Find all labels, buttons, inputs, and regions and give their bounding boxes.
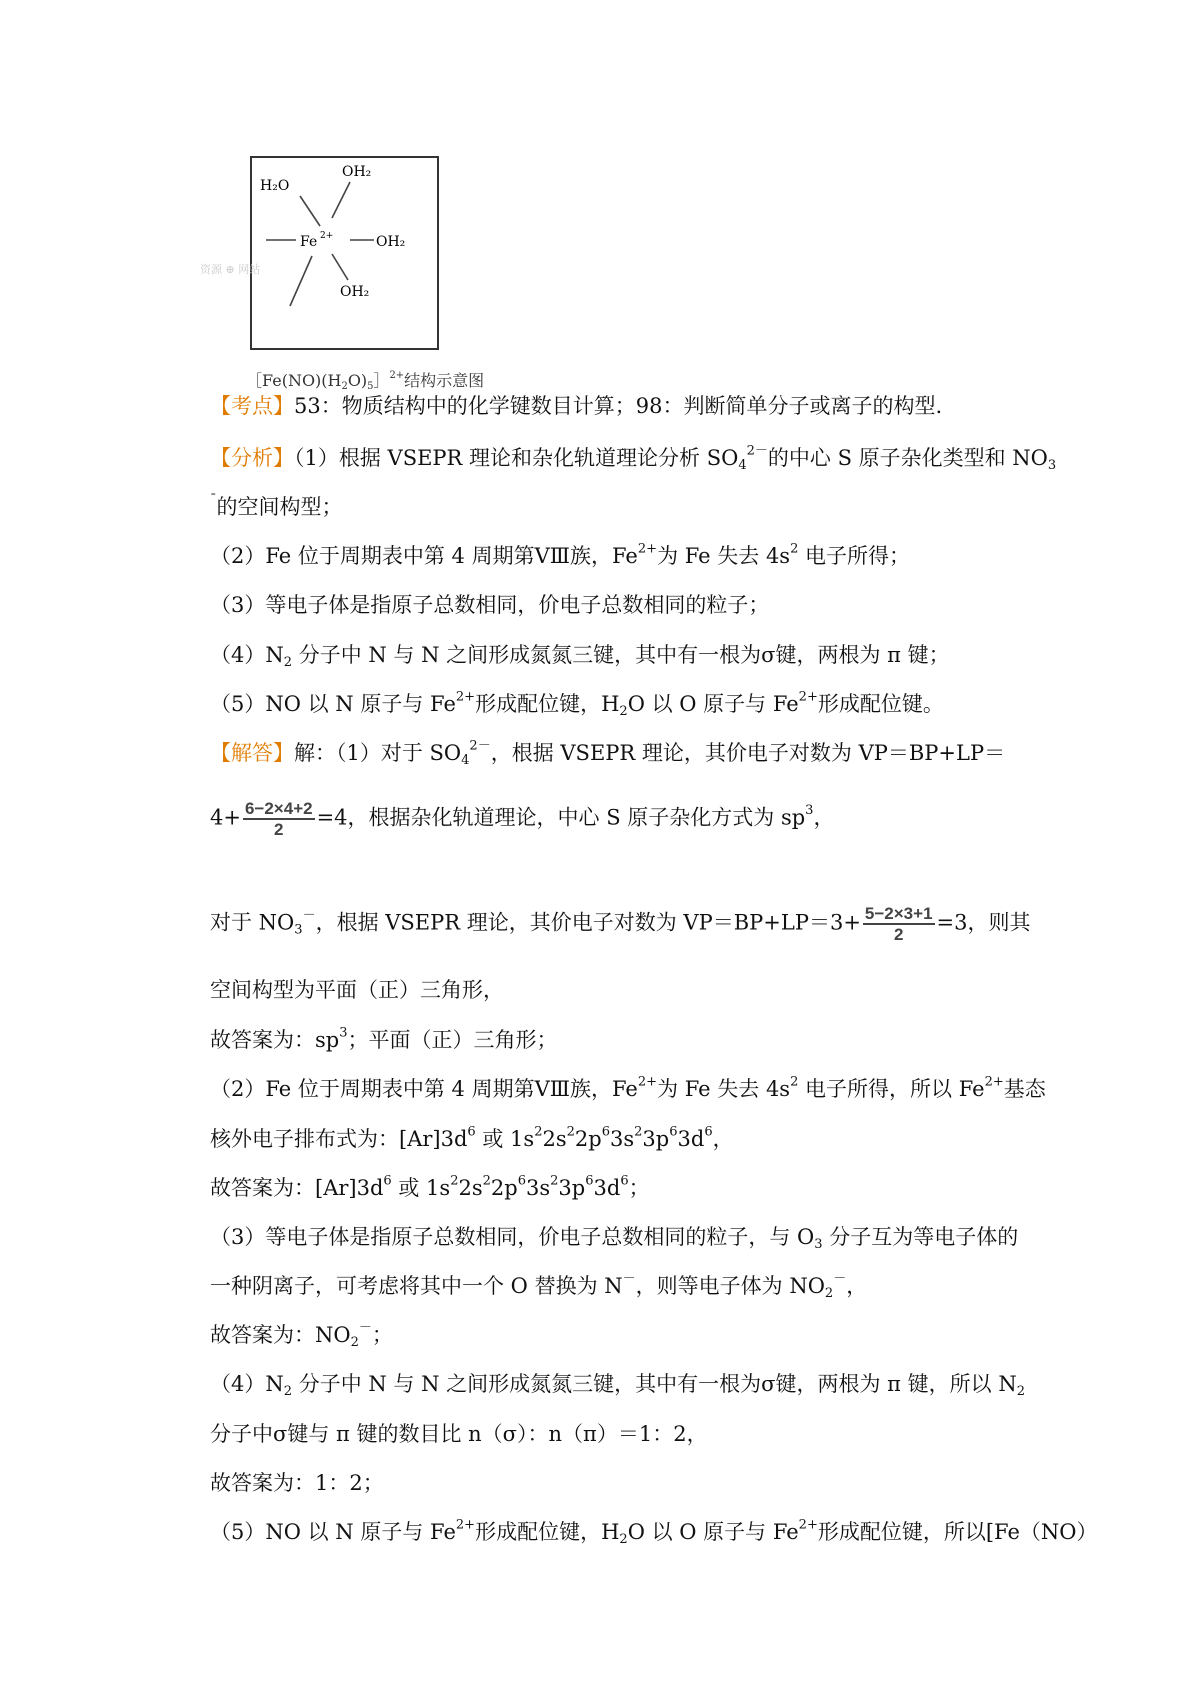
- jieda-line-8: 故答案为：$[Ar]3d^6$ 或 $1s^22s^22p^63s^23p^63d^6$；: [210, 1173, 650, 1200]
- jieda-line-2: 4+ $\frac{6-2\times 4+2}{2}$ =4，根据杂化轨道理论，中心 S 原子杂化方式为 $sp^3$，: [210, 799, 835, 839]
- label-oh2-top: OH₂: [342, 164, 372, 180]
- label-oh2-right: OH₂: [376, 234, 406, 250]
- structure-diagram: [200, 156, 439, 350]
- jieda-line-10: 一种阴离子，可考虑将其中一个 O 替换为 N－，则等电子体为 $NO_2^-$，: [210, 1271, 868, 1301]
- fraction-2: $\frac{5-2\times 3+1}{2}$: [864, 904, 933, 944]
- jieda-line-7: 核外电子排布式为：$[Ar]3d^6$ 或 $1s^22s^22p^63s^23p^63d^6$，: [210, 1124, 734, 1151]
- bond-bottom: [332, 254, 348, 280]
- jieda-line-5: 故答案为：$sp^3$；平面（正）三角形；: [210, 1025, 558, 1052]
- label-oh2-bottom: OH₂: [340, 284, 370, 300]
- jieda-line-6: （2）Fe 位于周期表中第 4 周期第ⅤⅢ族，$Fe^{2+}$为 Fe 失去 $4s^2$ 电子所得，所以 $Fe^{2+}$基态: [210, 1074, 1046, 1101]
- jieda-line-3: 对于 $NO_3^-$，根据 VSEPR 理论，其价电子对数为 VP＝BP+LP＝3+ $\frac{5-2\times 3+1}{2}$ =3，则其: [210, 904, 1031, 944]
- jieda-line-4: 空间构型为平面（正）三角形，: [210, 978, 504, 1002]
- fenxi-line-1b: $^ˉ$的空间构型；: [210, 492, 343, 519]
- fenxi-tag: 【分析】: [210, 446, 294, 470]
- fenxi-line-4: $(4)N_2$ 分子中 N 与 N 之间形成氮氮三键，其中有一根为σ键，两根为 π 键；: [210, 643, 950, 670]
- label-fe: Fe: [300, 234, 318, 250]
- fenxi-line-2: （2）Fe 位于周期表中第 4 周期第ⅤⅢ族，$Fe^{2+}$为 Fe 失去 $4s^2$ 电子所得；: [210, 541, 911, 568]
- jieda-line-12: $(4)N_2$ 分子中 N 与 N 之间形成氮氮三键，其中有一根为σ键，两根为 π 键，所以 $N_2$: [210, 1372, 1025, 1399]
- jieda-line-11: 故答案为：$NO_2^-$；: [210, 1320, 393, 1350]
- jieda-line-1: 【解答】解：（1）对于 $SO_4^{2-}$，根据 VSEPR 理论，其价电子对数为 VP＝BP+LP＝: [210, 738, 1006, 768]
- jieda-tag: 【解答】: [210, 741, 294, 765]
- figure-caption: $[Fe(NO)(H_2O)_5]^{2+}$结构示意图: [246, 370, 485, 392]
- kaodian-tag: 【考点】: [210, 394, 294, 418]
- jieda-line-15: （5）NO 以 N 原子与 $Fe^{2+}$形成配位键，$H_2O$ 以 O 原子与 $Fe^{2+}$形成配位键，所以[Fe（NO）: [210, 1517, 1098, 1547]
- label-fe-charge: 2+: [320, 231, 334, 241]
- fenxi-line-1: 【分析】（1）根据 VSEPR 理论和杂化轨道理论分析 $SO_4^{2-}$的中心 S 原子杂化类型和 $NO_3$: [210, 443, 1057, 473]
- jieda-line-13: 分子中σ键与 π 键的数目比 n（σ）：n（π）＝1：2，: [210, 1422, 708, 1446]
- jieda-line-9: （3）等电子体是指原子总数相同，价电子总数相同的粒子，与 $O_3$ 分子互为等电子体的: [210, 1225, 1019, 1252]
- bond-bottom-left: [290, 256, 312, 306]
- kaodian-line: 【考点】53：物质结构中的化学键数目计算；98：判断简单分子或离子的构型.: [210, 394, 943, 418]
- fraction-1: $\frac{6-2\times 4+2}{2}$: [244, 799, 313, 839]
- watermark: 资源 ⊕ 网站: [200, 263, 261, 276]
- jieda-line-14: 故答案为：1：2；: [210, 1471, 384, 1495]
- bond-top-left: [300, 196, 320, 226]
- bond-top: [332, 182, 350, 218]
- fenxi-line-3: （3）等电子体是指原子总数相同，价电子总数相同的粒子；: [210, 593, 770, 617]
- fe-complex-svg: [200, 158, 437, 348]
- label-h2o: H₂O: [260, 178, 290, 194]
- fenxi-line-5: （5）NO 以 N 原子与 $Fe^{2+}$形成配位键，$H_2O$ 以 O 原子与 $Fe^{2+}$形成配位键。: [210, 689, 944, 719]
